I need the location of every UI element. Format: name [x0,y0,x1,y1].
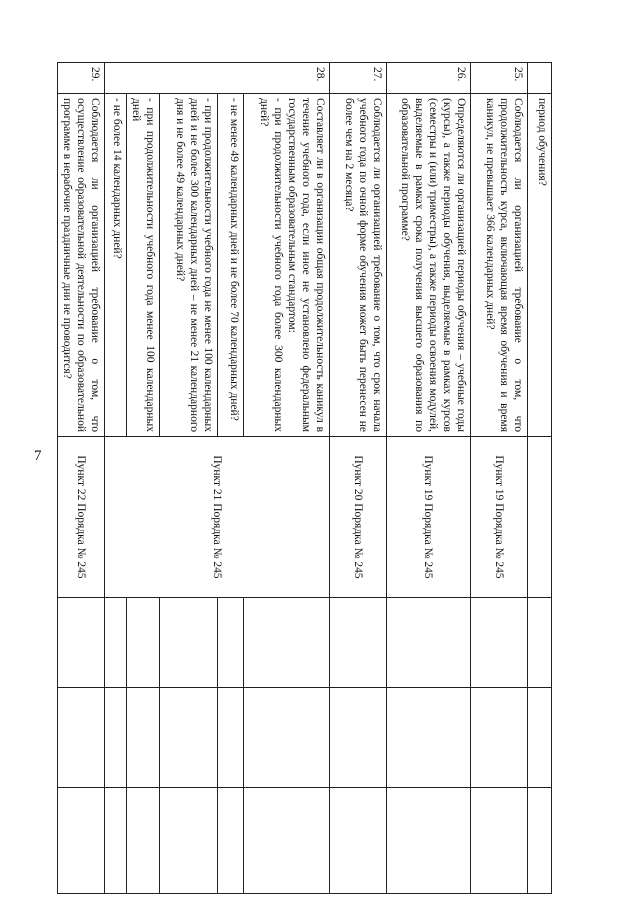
question-cell: Соблюдается ли организацией требование о том, что срок начала учебного года по очной форме обучения может быть перенесен не более чем на 2 месяца? [330,94,387,437]
table-row [387,63,471,894]
question-cell: Соблюдается ли организацией требование о том, что осуществление образовательной деятельности по образовательной программе в нерабочие праздничные дни не проводится? [58,94,105,437]
table-row [330,63,387,894]
page-number: 7 [34,448,42,464]
reference-cell: Пункт 19 Порядка № 245 [471,437,528,598]
question-cell: Составляет ли в организации общая продолжительность каникул в течение учебного года, если иное не установлено федеральным государственным образовательным стандартом: - при продолжительности учебного года более 300 календарных дней? [244,94,330,437]
question-cell: Определяются ли организацией периоды обучения – учебные годы (курсы), а также периоды обучения, выделяемые в рамках курсов (семестры и (или) триместры), а также периоды освоения модулей, выделяемые в рамках срока получения высшего образования по образовательной программе? [387,94,471,437]
row-number: 28. [105,63,330,94]
row-number: 25. [471,63,528,94]
sub-question-cell: - не менее 49 календарных дней и не более 70 календарных дней? [218,94,244,437]
row-number: 26. [387,63,471,94]
table-row [58,63,105,894]
sub-question-cell: - при продолжительности учебного года не менее 100 календарных дней и не более 300 календарных дней – не менее 21 календарного дня и не более 49 календарных дней? [160,94,218,437]
reference-cell: Пункт 20 Порядка № 245 [330,437,387,598]
reference-cell: Пункт 19 Порядка № 245 [387,437,471,598]
checklist-table [57,62,552,894]
reference-cell: Пункт 22 Порядка № 245 [58,437,105,598]
reference-cell: Пункт 21 Порядка № 245 [105,437,330,598]
question-cell: период обучения? [528,94,552,437]
row-number: 29. [58,63,105,94]
table-row [528,63,552,894]
table-row [471,63,528,894]
sub-question-cell: - не более 14 календарных дней? [105,94,127,437]
row-number: 27. [330,63,387,94]
table-row [244,63,330,894]
rotated-table-wrapper [61,62,552,893]
question-cell: Соблюдается ли организацией требование о том, что продолжительность курса, включающая время обучения и время каникул, не превышает 366 календарных дней? [471,94,528,437]
sub-question-cell: - при продолжительности учебного года менее 100 календарных дней [127,94,160,437]
